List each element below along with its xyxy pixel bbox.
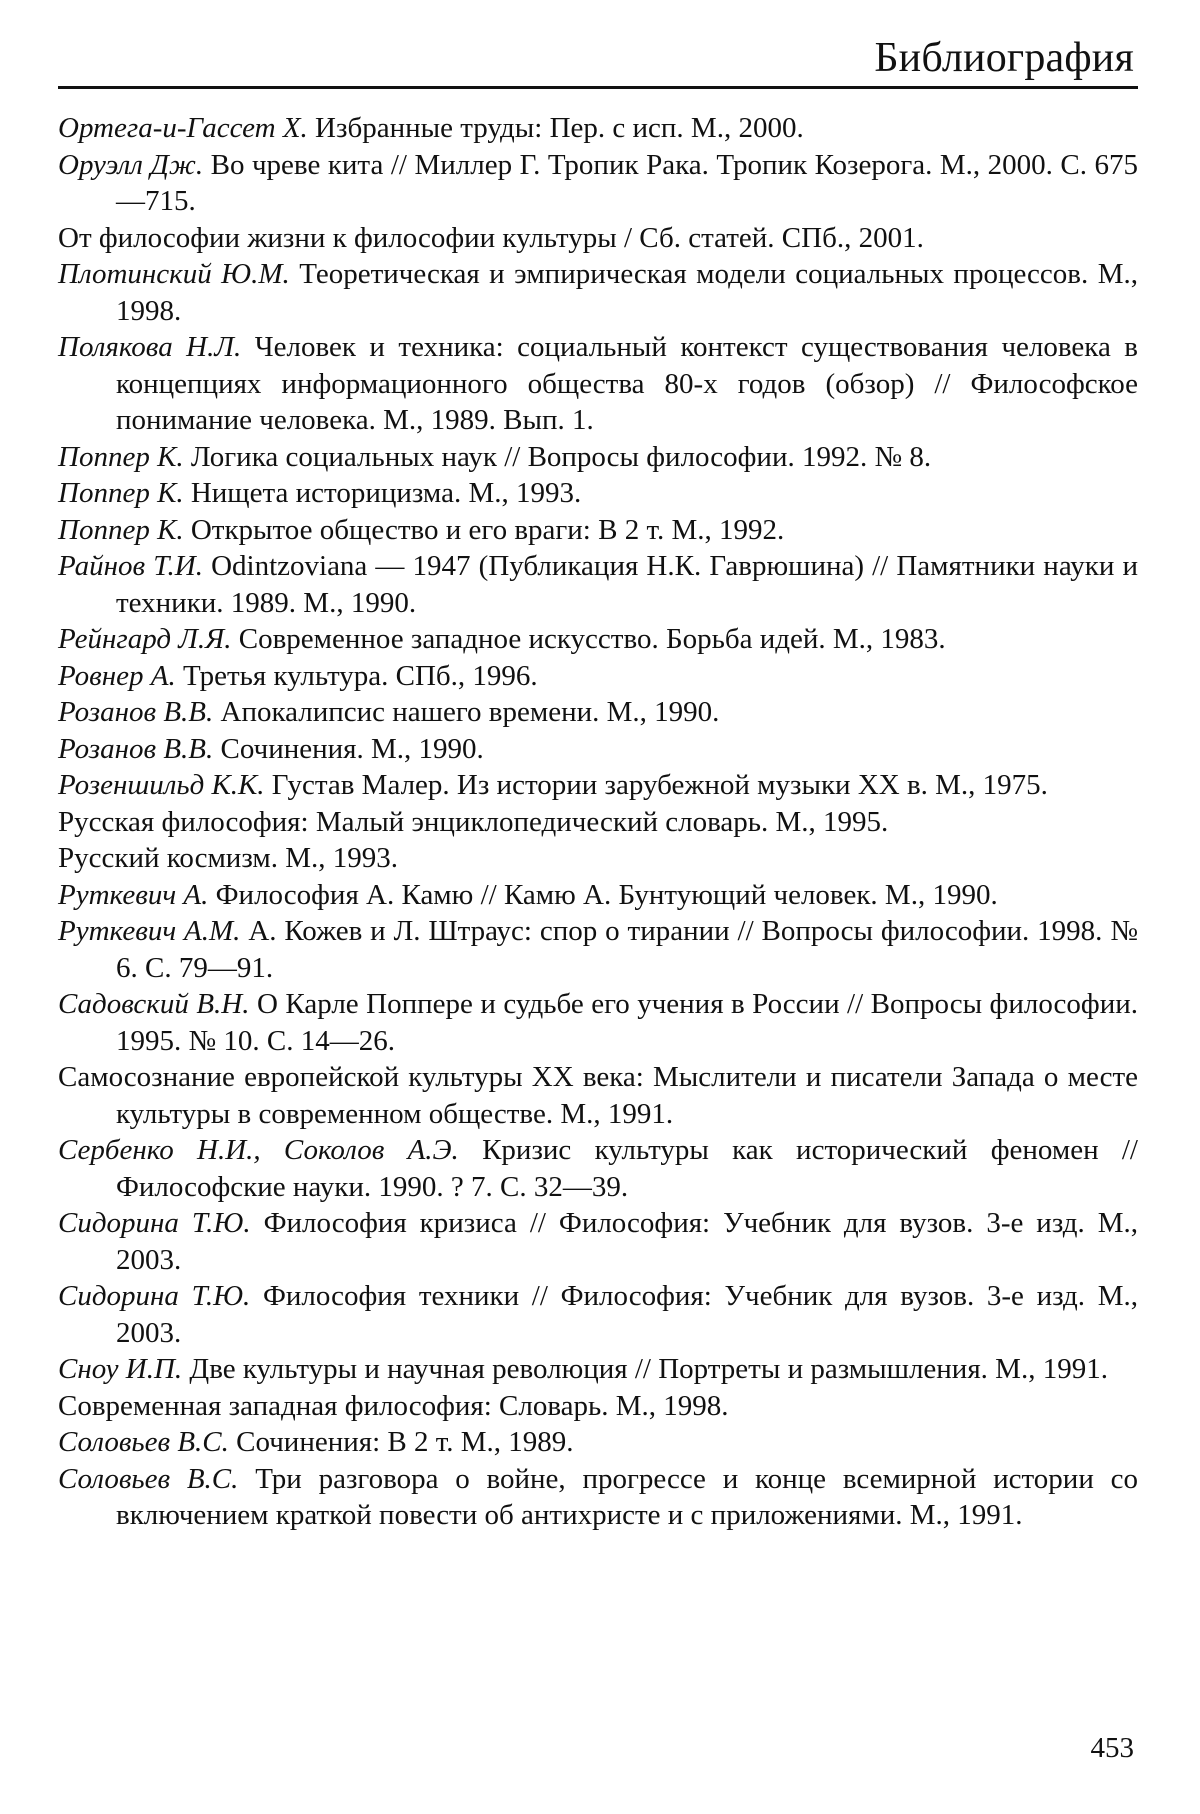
entry-author: Соловьев В.С. [58, 1426, 229, 1458]
bibliography-entry [58, 475, 1138, 512]
entry-text: Odintzoviana — 1947 (Публикация Н.К. Гаврюшина) // Памятники науки и техники. 1989. М., 1990. [116, 550, 1138, 619]
bibliography-entry [58, 1424, 1138, 1461]
entry-text: Нищета историцизма. М., 1993. [190, 477, 582, 509]
entry-text: Третья культура. СПб., 1996. [182, 659, 538, 692]
entry-text: Открытое общество и его враги: В 2 т. М., 1992. [190, 513, 785, 546]
entry-author: Садовский В.Н. [58, 988, 250, 1020]
entry-author: Ровнер А. [58, 659, 176, 692]
entry-text: Философия А. Камю // Камю А. Бунтующий человек. М., 1990. [215, 878, 998, 911]
bibliography-list [58, 110, 1138, 1534]
bibliography-entry [58, 439, 1138, 476]
bibliography-entry [58, 1205, 1138, 1278]
bibliography-entry [58, 986, 1138, 1059]
running-head: Библиография [874, 35, 1134, 81]
bibliography-entry [58, 731, 1138, 768]
entry-author: Поппер К. [58, 513, 184, 546]
entry-text: Человек и техника: социальный контекст существования человека в концепциях информационного общества 80-х годов (обзор) // Философское понимание человека. М., 1989. Вып. 1. [116, 331, 1138, 436]
entry-author: Ортега-и-Гассет X. [58, 112, 308, 144]
entry-text: Густав Малер. Из истории зарубежной музыки XX в. М., 1975. [271, 769, 1048, 801]
entry-author: Розанов В.В. [58, 696, 214, 728]
entry-text: Логика социальных наук // Вопросы философии. 1992. № 8. [190, 440, 932, 473]
entry-author: Полякова Н.Л. [58, 331, 242, 363]
entry-author: Сербенко Н.И., Соколов А.Э. [58, 1134, 459, 1166]
entry-text: Самосознание европейской культуры XX века: Мыслители и писатели Запада о месте культуры в современном обществе. М., 1991. [58, 1061, 1138, 1130]
entry-author: Плотинский Ю.М. [58, 258, 290, 290]
entry-author: Сноу И.П. [58, 1353, 183, 1385]
entry-text: Русская философия: Малый энциклопедический словарь. М., 1995. [58, 805, 889, 838]
entry-author: Сидорина Т.Ю. [58, 1207, 251, 1239]
entry-author: Оруэлл Дж. [58, 148, 204, 181]
entry-text: Сочинения. М., 1990. [220, 732, 484, 765]
header-rule [58, 86, 1138, 89]
entry-text: От философии жизни к философии культуры / Сб. статей. СПб., 2001. [58, 221, 924, 254]
entry-text: Философия кризиса // Философия: Учебник для вузов. 3-е изд. М., 2003. [116, 1207, 1139, 1276]
entry-author: Руткевич А. [58, 878, 209, 911]
entry-text: Апокалипсис нашего времени. М., 1990. [220, 696, 720, 728]
entry-text: Избранные труды: Пер. с исп. М., 2000. [315, 112, 804, 144]
bibliography-entry [58, 329, 1138, 439]
bibliography-entry [58, 913, 1138, 986]
bibliography-entry [58, 1461, 1138, 1534]
bibliography-entry [58, 512, 1138, 549]
bibliography-entry [58, 621, 1138, 658]
entry-text: Во чреве кита // Миллер Г. Тропик Рака. Тропик Козерога. М., 2000. С. 675—715. [116, 148, 1138, 217]
entry-text: Философия техники // Философия: Учебник для вузов. 3-е изд. М., 2003. [116, 1280, 1138, 1349]
entry-author: Соловьев В.С. [58, 1462, 239, 1495]
entry-text: Две культуры и научная революция // Портреты и размышления. М., 1991. [189, 1353, 1108, 1385]
bibliography-entry [58, 548, 1138, 621]
bibliography-entry [58, 256, 1138, 329]
entry-author: Райнов Т.И. [58, 550, 203, 582]
entry-text: Современное западное искусство. Борьба идей. М., 1983. [238, 623, 946, 655]
entry-text: Современная западная философия: Словарь. М., 1998. [58, 1389, 729, 1422]
entry-text: О Карле Поппере и судьбе его учения в России // Вопросы философии. 1995. № 10. С. 14—26. [116, 988, 1139, 1057]
bibliography-entry [58, 840, 1138, 877]
bibliography-entry [58, 694, 1138, 731]
entry-author: Поппер К. [58, 477, 184, 509]
entry-text: А. Кожев и Л. Штраус: спор о тирании // Вопросы философии. 1998. № 6. С. 79—91. [116, 915, 1138, 984]
entry-text: Три разговора о войне, прогрессе и конце всемирной истории со включением краткой повести об антихристе и с приложениями. М., 1991. [116, 1462, 1139, 1531]
entry-author: Розеншильд К.К. [58, 769, 265, 801]
bibliography-entry [58, 1278, 1138, 1351]
bibliography-entry [58, 147, 1138, 220]
entry-author: Руткевич А.М. [58, 915, 241, 947]
bibliography-entry [58, 1132, 1138, 1205]
bibliography-entry [58, 1388, 1138, 1425]
bibliography-entry [58, 877, 1138, 914]
bibliography-entry [58, 658, 1138, 695]
bibliography-entry [58, 767, 1138, 804]
entry-text: Теоретическая и эмпирическая модели социальных процессов. М., 1998. [116, 258, 1138, 327]
bibliography-entry [58, 1059, 1138, 1132]
entry-author: Розанов В.В. [58, 732, 214, 765]
bibliography-entry [58, 110, 1138, 147]
page-number: 453 [1090, 1732, 1134, 1764]
book-page [58, 24, 1138, 1790]
bibliography-entry [58, 804, 1138, 841]
entry-text: Сочинения: В 2 т. М., 1989. [236, 1426, 574, 1458]
entry-author: Сидорина Т.Ю. [58, 1280, 251, 1312]
entry-text: Русский космизм. М., 1993. [58, 842, 399, 874]
entry-text: Кризис культуры как исторический феномен // Философские науки. 1990. ? 7. С. 32—39. [116, 1134, 1138, 1203]
entry-author: Поппер К. [58, 440, 184, 473]
bibliography-entry [58, 220, 1138, 257]
entry-author: Рейнгард Л.Я. [58, 623, 232, 655]
bibliography-entry [58, 1351, 1138, 1388]
